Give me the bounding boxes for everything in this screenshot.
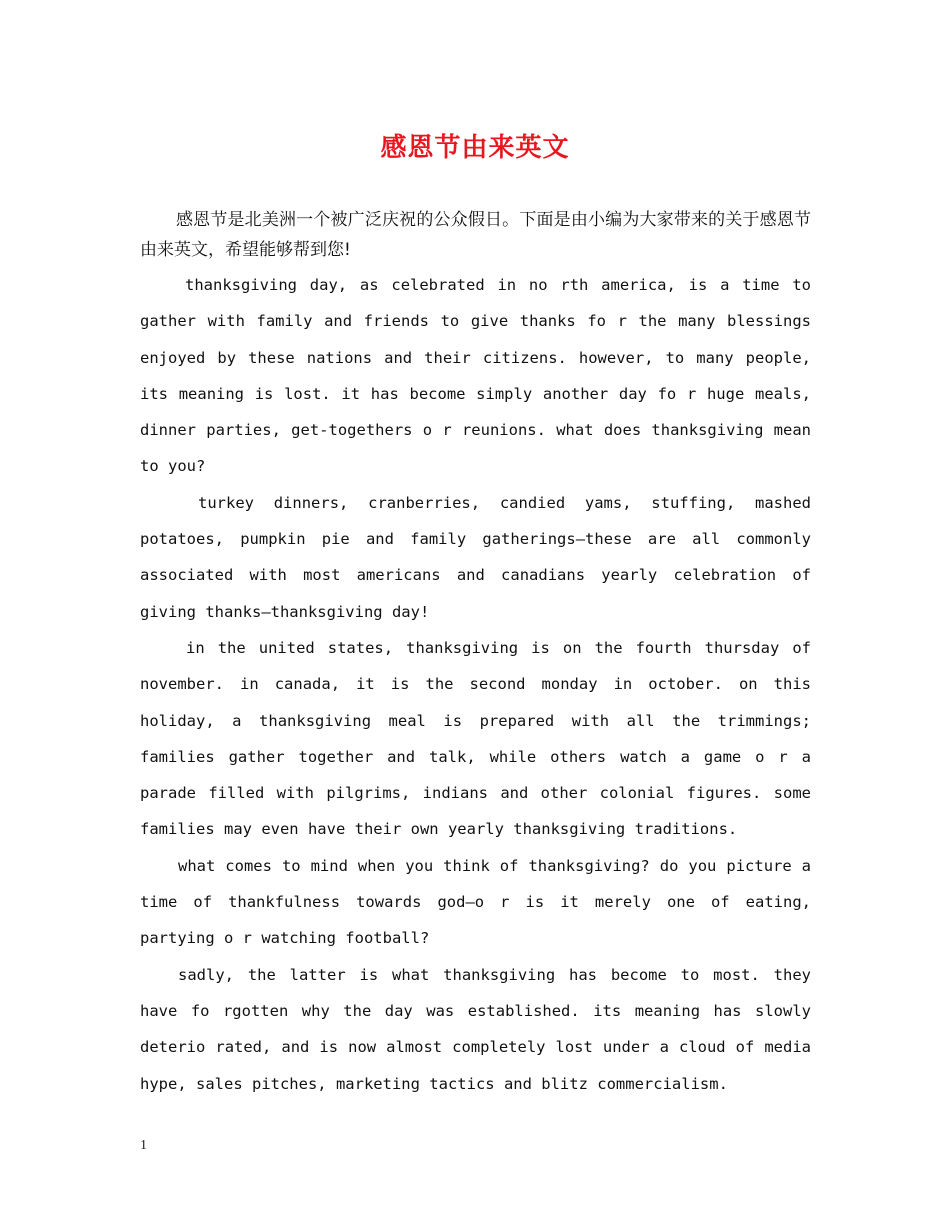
paragraph-5: sadly, the latter is what thanksgiving has become to most. they have fo rgotten why the day was established. its meaning has slowly deterio rated, and is now almost completely lost under a cloud of media hype, sales pitches, marketing tactics and blitz commercialism. — [140, 965, 811, 1093]
intro-paragraph: 感恩节是北美洲一个被广泛庆祝的公众假日。下面是由小编为大家带来的关于感恩节由来英文，希望能够帮到您! — [140, 210, 811, 260]
paragraph-1: thanksgiving day, as celebrated in no rth america, is a time to gather with family and friends to give thanks fo r the many blessings enjoyed by these nations and their citizens. however, to many people, its meaning is lost. it has become simply another day fo r huge meals, dinner parties, get-togethers o r reunions. what does thanksgiving mean to you? — [140, 276, 811, 476]
document-body — [140, 205, 811, 1102]
document-title: 感恩节由来英文 — [380, 133, 570, 163]
paragraph-3: in the united states, thanksgiving is on the fourth thursday of november. in canada, it is the second monday in october. on this holiday, a thanksgiving meal is prepared with all the trimmings; families gather together and talk, while others watch a game o r a parade filled with pilgrims, indians and other colonial figures. some families may even have their own yearly thanksgiving traditions. — [140, 638, 811, 839]
paragraph-4: what comes to mind when you think of thanksgiving? do you picture a time of thankfulness towards god—o r is it merely one of eating, partying o r watching football? — [140, 856, 811, 948]
page-number: 1 — [140, 1138, 147, 1153]
paragraph-2: turkey dinners, cranberries, candied yams, stuffing, mashed potatoes, pumpkin pie and family gatherings—these are all commonly associated with most americans and canadians yearly celebration of giving thanks—thanksgiving day! — [140, 493, 811, 621]
